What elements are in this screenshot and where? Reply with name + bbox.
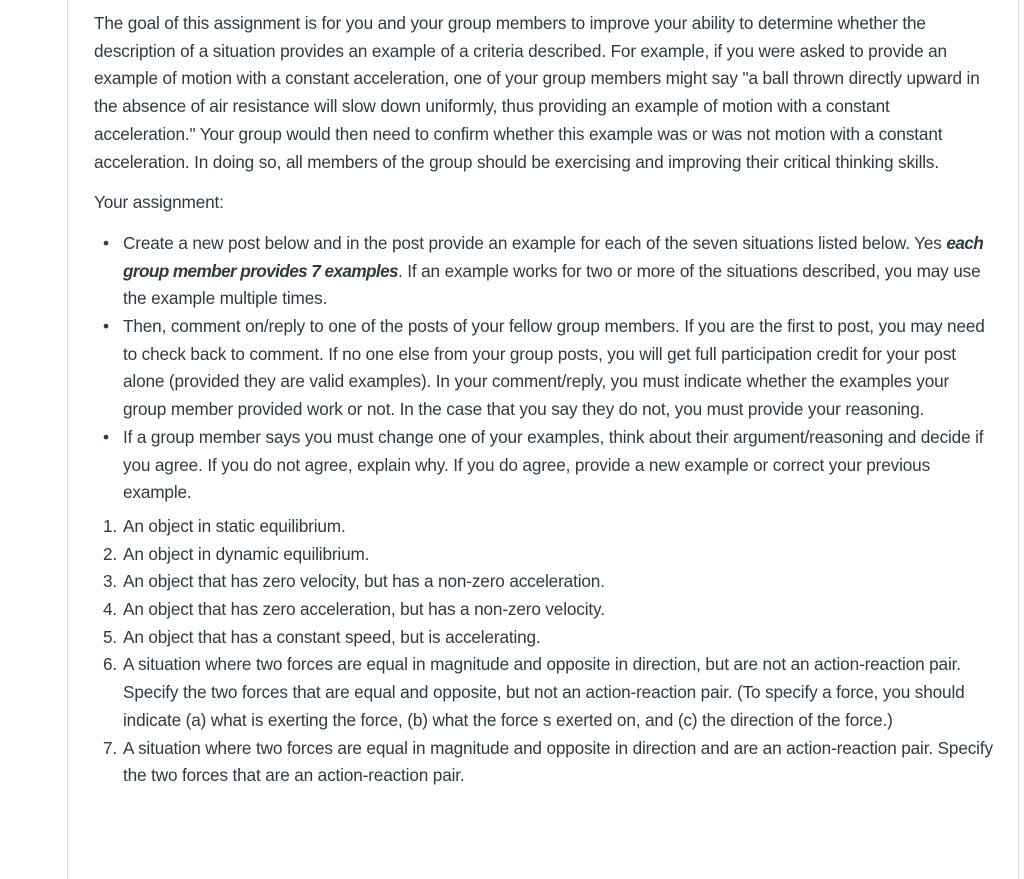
situation-item [103,735,994,790]
instruction-emphasis: each group member provides 7 examples [123,232,984,281]
situation-item [103,624,994,652]
situation-text: An object in static equilibrium. [123,515,346,536]
situation-text: An object that has zero acceleration, but has a non-zero velocity. [123,599,605,620]
intro-paragraph: The goal of this assignment is for you and your group members to improve your ability to determine whether the description of a situation provides an example of a criteria described. For example, if you were asked to provide an example of motion with a constant acceleration, one of your group members might say "a ball thrown directly upward in the absence of air resistance will slow down uniformly, thus providing an example of motion with a constant acceleration." Your group would then need to confirm whether this example was or was not motion with a constant acceleration. In doing so, all members of the group should be exercising and improving their critical thinking skills. [94,13,980,172]
instruction-item: • If a group member says you must change one of your examples, think about their argument/reasoning and decide if you agree. If you do not agree, explain why. If you do agree, provide a new example or correct your previous example. [123,424,994,507]
assignment-heading: Your assignment: [94,192,224,213]
situation-item [103,541,994,569]
situation-item [103,651,994,734]
instruction-list [94,230,994,507]
situation-number: 4. [103,599,118,620]
situation-number: 2. [103,543,118,564]
instruction-text: . If an example works for two or more of the situations described, you may use the example multiple times. [123,260,981,309]
situation-text: A situation where two forces are equal in magnitude and opposite in direction, but are not an action-reaction pair. Specify the two forces that are equal and opposite, but not an action-reaction pair. (To specify a force, you should indicate (a) what is exerting the force, (b) what the force s exerted on, and (c) the direction of the force.) [123,654,965,730]
situation-item [103,513,994,541]
situation-text: An object in dynamic equilibrium. [123,543,370,564]
situation-list [94,513,994,790]
assignment-panel [67,0,1019,879]
instruction-item [123,230,994,313]
situation-number: 6. [103,654,118,675]
situation-item [103,596,994,624]
situation-number: 5. [103,626,118,647]
assignment-content [94,10,994,790]
instruction-item: • Then, comment on/reply to one of the posts of your fellow group members. If you are the first to post, you may need to check back to comment. If no one else from your group posts, you will get full participation credit for your post alone (provided they are valid examples). In your comment/reply, you must indicate whether the examples your group member provided work or not. In the case that you say they do not, you must provide your reasoning. [123,313,994,424]
situation-number: 7. [103,737,118,758]
situation-number: 1. [103,515,118,536]
situation-text: An object that has a constant speed, but is accelerating. [123,626,541,647]
situation-text: An object that has zero velocity, but has a non-zero acceleration. [123,571,605,592]
instruction-text: Create a new post below and in the post provide an example for each of the seven situations listed below. Yes [123,232,947,253]
situation-item [103,568,994,596]
situation-number: 3. [103,571,118,592]
situation-text: A situation where two forces are equal in magnitude and opposite in direction and are an action-reaction pair. Specify the two forces that are an action-reaction pair. [123,737,993,786]
